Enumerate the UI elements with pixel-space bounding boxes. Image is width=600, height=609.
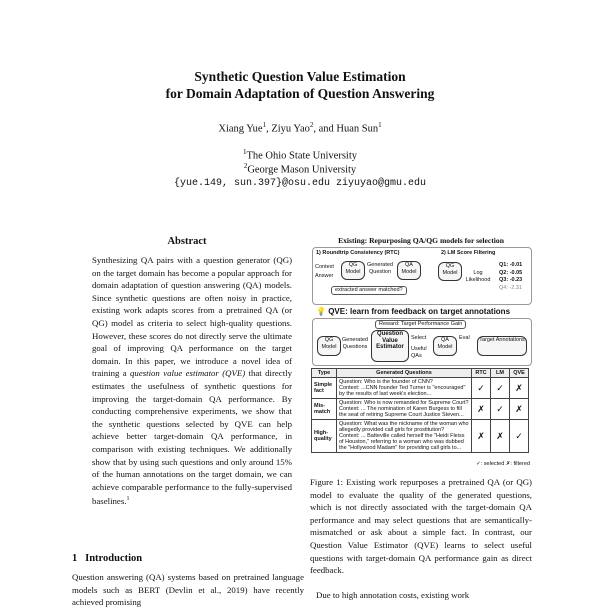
right-column-text: Due to high annotation costs, existing work bbox=[316, 590, 470, 600]
row-lm: ✓ bbox=[491, 378, 510, 399]
row-type: High-quality bbox=[312, 420, 337, 453]
rtc-title: 1) Roundtrip Consistency (RTC) bbox=[316, 250, 400, 256]
footnote-mark: 1 bbox=[126, 496, 130, 503]
score-item: Q4: -2.31 bbox=[499, 284, 522, 291]
row-qve: ✗ bbox=[510, 399, 529, 420]
qve-title bbox=[316, 307, 510, 316]
qa-model-box-qve: QA Model bbox=[433, 336, 457, 356]
paper-title-line1: Synthetic Question Value Estimation bbox=[194, 69, 406, 84]
context-label: Context bbox=[315, 264, 334, 270]
row-question-cell bbox=[337, 420, 472, 453]
extracted-answer-label: extracted answer matched? bbox=[331, 286, 407, 295]
reward-label: Reward: Target Performance Gain bbox=[375, 320, 466, 329]
emails: {yue.149, sun.397}@osu.edu ziyuyao@gmu.edu bbox=[173, 178, 427, 189]
row-question: Question: What was the nickname of the woman who allegedly provided call girls for prostitution? bbox=[339, 421, 469, 433]
row-rtc: ✗ bbox=[472, 399, 491, 420]
score-list bbox=[499, 262, 522, 292]
affiliation-2 bbox=[0, 162, 600, 176]
qve-title-text: QVE: learn from feedback on target annotations bbox=[328, 307, 511, 316]
author-aff: 1 bbox=[378, 121, 382, 129]
table-header: Generated Questions bbox=[337, 369, 472, 378]
aff-name: The Ohio State University bbox=[246, 150, 358, 162]
score-item: Q1: -0.01 bbox=[499, 262, 523, 268]
score-item: Q2: -0.05 bbox=[499, 269, 523, 276]
table-row bbox=[312, 399, 529, 420]
section-heading bbox=[72, 553, 142, 564]
row-type: Mis-match bbox=[312, 399, 337, 420]
row-question-cell bbox=[337, 399, 472, 420]
paper-title-line2: for Domain Adaptation of Question Answering bbox=[165, 86, 435, 101]
row-qve: ✓ bbox=[510, 420, 529, 453]
row-context: Context: ... The nomination of Karen Burgess to fill the seat of retiring Supreme Court Justice Steven... bbox=[339, 406, 464, 418]
aff-name: George Mason University bbox=[247, 164, 357, 176]
existing-methods-panel bbox=[312, 247, 532, 305]
generated-questions-label: Generated Questions bbox=[342, 337, 368, 350]
author-aff: 2 bbox=[309, 121, 314, 129]
section-number: 1 bbox=[72, 553, 78, 564]
log-likelihood-label: Log Likelihood bbox=[465, 270, 491, 283]
intro-paragraph: Question answering (QA) systems based on pretrained language models such as BERT (Devlin et al., 2019) have recently achieved promising bbox=[72, 572, 304, 608]
row-context: Context: ... Batteville called herself the "Heidi Fleiss of Houston," referring to a woman who was dubbed the "Hollywood Madam" for providing call girls to... bbox=[339, 433, 465, 451]
table-header-row bbox=[312, 369, 529, 378]
select-label: Select bbox=[411, 335, 427, 341]
score-item: Q3: -0.23 bbox=[499, 277, 523, 283]
table-legend: ✓: selected ✗: filtered bbox=[476, 461, 530, 467]
row-lm: ✓ bbox=[491, 399, 510, 420]
table-header: LM bbox=[491, 369, 510, 378]
author-name: Xiang Yue bbox=[218, 123, 263, 135]
qg-model-box-lm: QG Model bbox=[438, 262, 462, 281]
author-name: Huan Sun bbox=[336, 123, 379, 135]
qve-box: Question Value Estimator bbox=[371, 330, 409, 362]
table-header: QVE bbox=[510, 369, 529, 378]
figure-caption: Figure 1: Existing work repurposes a pretrained QA (or QG) model to evaluate the quality of the generated questions, which is not directly associated with the target-domain QA performance and may select questions that are semantically-mismatched or ask about a simple fact. In contrast, our Question Value Estimator (QVE) learns to select useful questions with target-domain QA performance gain as direct feedback. bbox=[310, 477, 532, 576]
row-question: Question: Who is the founder of CNN? bbox=[339, 379, 433, 385]
abstract-italic: question value estimator (QVE) bbox=[130, 368, 246, 379]
target-annotations-box: Target Annotations bbox=[477, 336, 527, 356]
table-row bbox=[312, 378, 529, 399]
row-rtc: ✓ bbox=[472, 378, 491, 399]
row-rtc: ✗ bbox=[472, 420, 491, 453]
aff-num: 1 bbox=[242, 148, 247, 156]
abstract-text: Synthesizing QA pairs with a question generator (QG) on the target domain has become a popular approach for domain adaptation of question answering (QA) models. Since synthetic questions are often noisy in practice, existing work adapts scores from a pretrained QA (or QG) model as criteria to select high-quality questions. However, these scores do not directly serve the ultimate goal of improving QA performance on the target domain. In this paper, we introduce a novel idea of training a bbox=[92, 255, 292, 379]
author-name: Ziyu Yao bbox=[271, 123, 310, 135]
table-header: RTC bbox=[472, 369, 491, 378]
row-question-cell bbox=[337, 378, 472, 399]
row-lm: ✗ bbox=[491, 420, 510, 453]
row-type: Simple fact bbox=[312, 378, 337, 399]
row-question: Question: Who is now remanded for Supreme Court? bbox=[339, 400, 469, 406]
aff-num: 2 bbox=[243, 162, 248, 170]
abstract-text: that directly estimates the usefulness of synthetic questions for improving the target-domain QA performance. By conducting comprehensive experiments, we show that the synthetic questions selected by QVE can help achieve better target-domain QA performance, in comparison with existing techniques. We additionally show that by using such questions and only around 15% of the human annotations on the target domain, we can achieve comparable performance to the fully-supervised baselines. bbox=[92, 368, 292, 507]
qve-panel bbox=[312, 318, 532, 366]
authors bbox=[0, 121, 600, 135]
table-header: Type bbox=[312, 369, 337, 378]
lightbulb-icon: 💡 bbox=[316, 307, 326, 316]
affiliation-1 bbox=[0, 148, 600, 162]
useful-qas-label: Useful QAs bbox=[411, 346, 427, 359]
lm-title: 2) LM Score Filtering bbox=[441, 250, 496, 256]
answer-label: Answer bbox=[315, 273, 334, 279]
abstract-heading: Abstract bbox=[167, 236, 207, 247]
qg-model-box-qve: QG Model bbox=[317, 336, 341, 356]
qg-model-box: QG Model bbox=[341, 261, 365, 280]
section-title: Introduction bbox=[85, 553, 143, 564]
figure-table bbox=[311, 368, 529, 453]
figure-existing-title: Existing: Repurposing QA/QG models for selection bbox=[338, 236, 504, 245]
generated-question-label: Generated Question bbox=[367, 262, 393, 275]
qa-model-box: QA Model bbox=[397, 261, 421, 280]
author-sep: , and bbox=[313, 123, 337, 135]
row-qve: ✗ bbox=[510, 378, 529, 399]
eval-label: Eval bbox=[459, 335, 470, 341]
author-aff: 1 bbox=[262, 121, 267, 129]
row-context: Context: ...CNN founder Ted Turner is "encouraged" by the results of last week's election... bbox=[339, 385, 466, 397]
abstract-body bbox=[92, 254, 292, 508]
table-row bbox=[312, 420, 529, 453]
author-sep: , bbox=[266, 123, 272, 135]
